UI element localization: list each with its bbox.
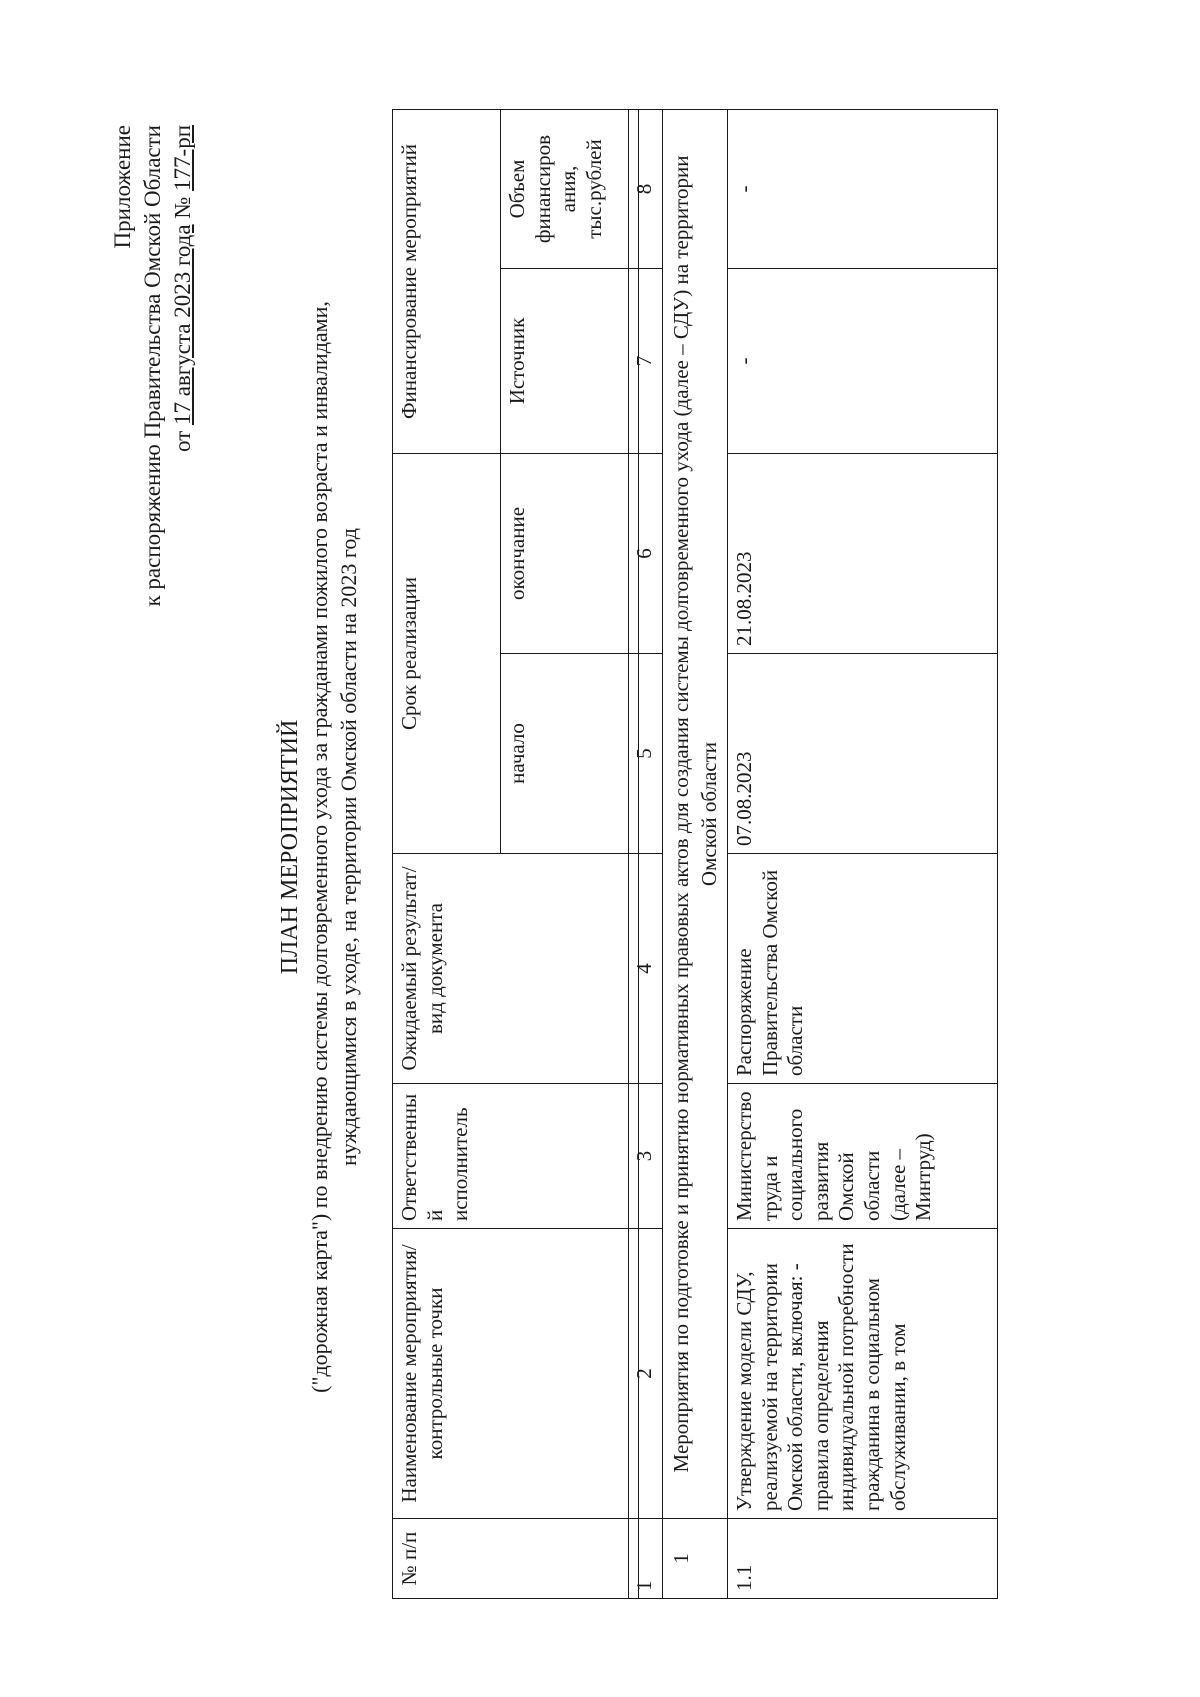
- table-body: [628, 109, 998, 1599]
- row-volume: -: [728, 110, 998, 269]
- approval-number: 177-рп: [170, 125, 195, 191]
- document-title-block: [275, 87, 363, 1607]
- approval-stamp: [108, 125, 198, 607]
- document-heading: ПЛАН МЕРОПРИЯТИЙ: [277, 719, 303, 975]
- header-num: № п/п: [393, 1519, 639, 1599]
- section-row: [663, 110, 728, 1599]
- approval-prefix: от: [170, 430, 195, 453]
- column-number: 3: [629, 1084, 663, 1229]
- section-title: Мероприятия по подготовке и принятию нормативных правовых актов для создания системы долговременного ухода (далее – СДУ) на территории Омской области: [663, 110, 728, 1519]
- row-num: 1.1: [728, 1519, 998, 1599]
- approval-line-2: к распоряжению Правительства Омской Области: [140, 125, 165, 607]
- row-start: 07.08.2023: [728, 654, 998, 854]
- header-responsible: Ответственны й исполнитель: [393, 1084, 639, 1229]
- header-period: Срок реализации: [393, 454, 501, 854]
- column-number: 7: [629, 269, 663, 454]
- header-result: Ожидаемый результат/вид документа: [393, 854, 639, 1084]
- column-number: 8: [629, 110, 663, 269]
- header-start: начало: [501, 654, 639, 854]
- column-number: 4: [629, 854, 663, 1084]
- approval-date: 17 августа 2023 года: [170, 224, 195, 426]
- column-number: 2: [629, 1229, 663, 1519]
- approval-line-3: [168, 125, 198, 607]
- approval-number-prefix: №: [170, 196, 195, 219]
- section-num: 1: [663, 1519, 728, 1599]
- header-name: Наименование мероприятия/ контрольные точки: [393, 1229, 639, 1519]
- header-financing: Финансирование мероприятий: [393, 110, 501, 454]
- table-header: [392, 109, 639, 1599]
- header-volume: Объем финансиров ания, тыс.рублей: [501, 110, 639, 269]
- column-number: 6: [629, 454, 663, 654]
- document-subtitle-line-2: нуждающимися в уходе, на территории Омской области на 2023 год: [336, 528, 361, 1166]
- approval-line-1: Приложение: [110, 125, 135, 249]
- header-source: Источник: [501, 269, 639, 454]
- column-number-row: [629, 110, 663, 1599]
- header-end: окончание: [501, 454, 639, 654]
- row-source: -: [728, 269, 998, 454]
- row-end: 21.08.2023: [728, 454, 998, 654]
- row-name: Утверждение модели СДУ, реализуемой на территории Омской области, включая: - правила определения индивидуальной потребности гражданина в социальном обслуживании, в том: [728, 1229, 998, 1519]
- document-subtitle-line-1: ("дорожная карта") по внедрению системы долговременного ухода за гражданами пожилого возраста и инвалидами,: [307, 301, 332, 1393]
- row-result: Распоряжение Правительства Омской области: [728, 854, 998, 1084]
- column-number: 5: [629, 654, 663, 854]
- column-number: 1: [629, 1519, 663, 1599]
- table-row: [728, 110, 998, 1599]
- row-responsible: Министерство труда и социального развития Омской области (далее – Минтруд): [728, 1084, 998, 1229]
